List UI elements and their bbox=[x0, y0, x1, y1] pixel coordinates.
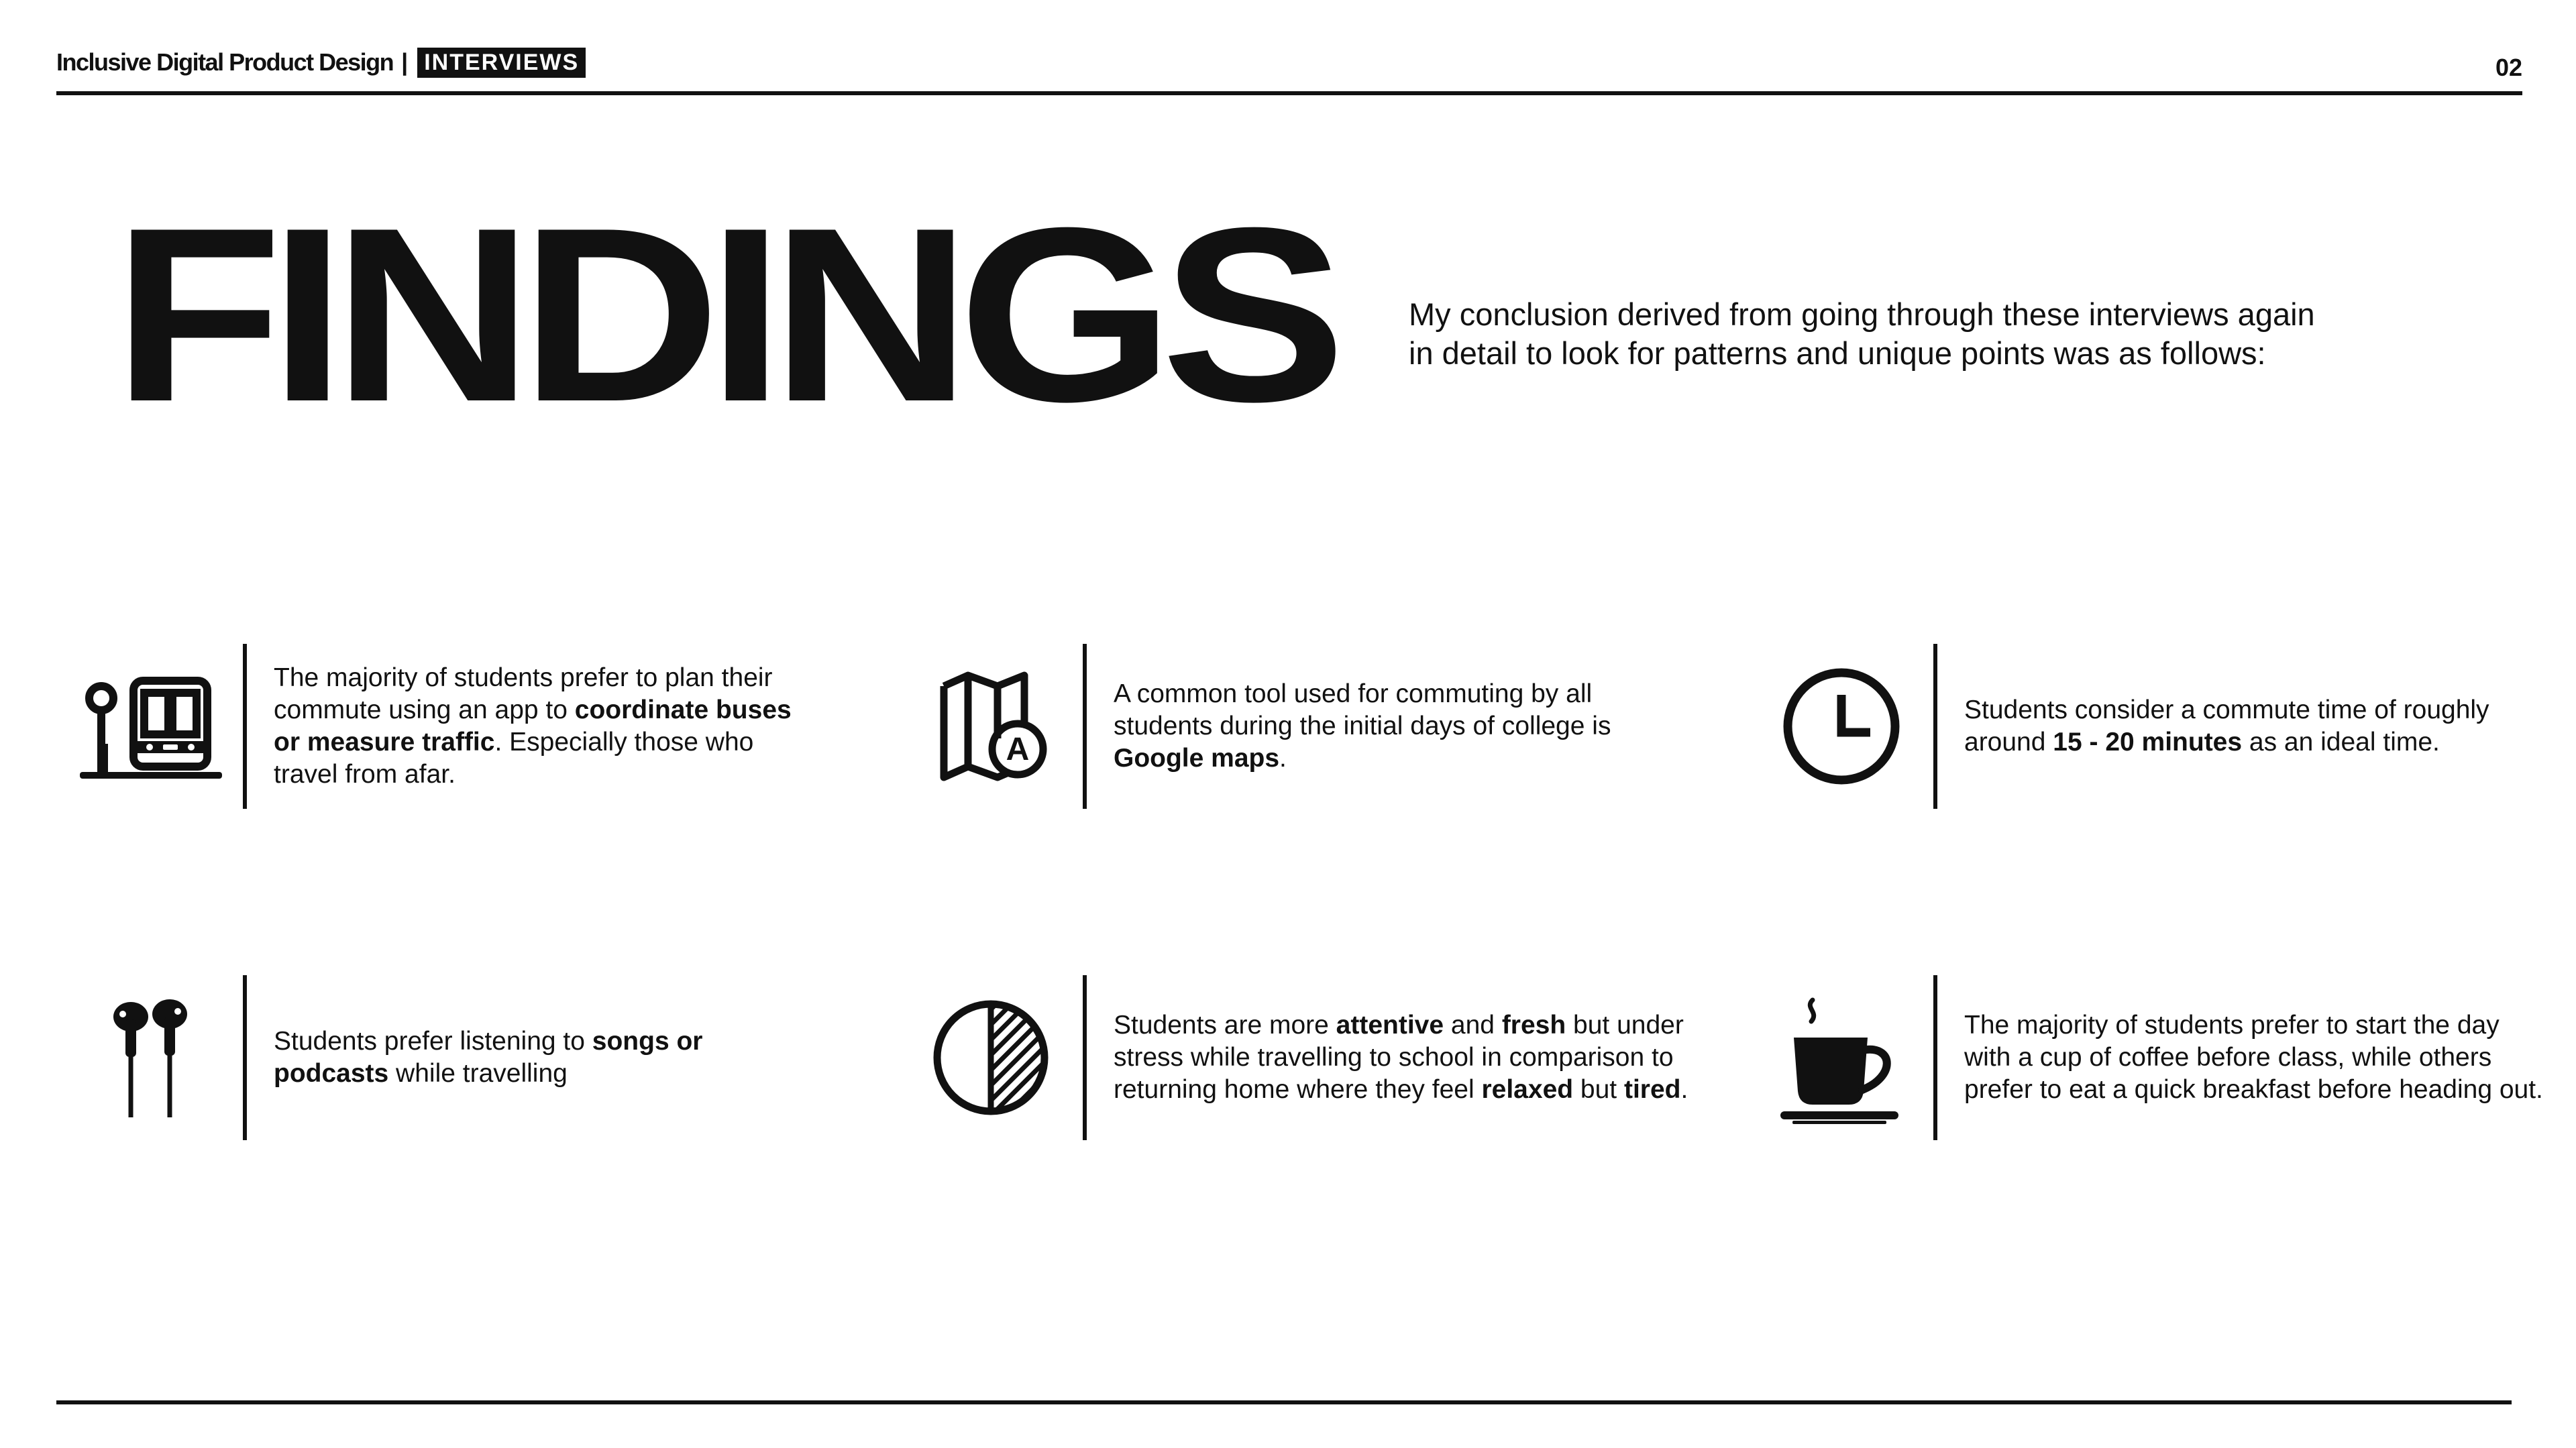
finding-emphasis: Google maps bbox=[1114, 744, 1280, 773]
finding-text-run: Students consider a commute time of roughly around bbox=[1964, 695, 2489, 757]
page-title: FINDINGS bbox=[113, 176, 1333, 453]
finding-text bbox=[274, 644, 810, 809]
vertical-divider bbox=[243, 644, 247, 809]
finding-text bbox=[1114, 644, 1650, 809]
finding-text-run: The majority of students prefer to plan their commute using an app to bbox=[274, 663, 773, 724]
page-number: 02 bbox=[2495, 54, 2522, 81]
finding-emphasis: coordinate buses or measure traffic bbox=[274, 695, 792, 757]
finding-text-run: . bbox=[1279, 744, 1287, 773]
finding-emphasis: 15 - 20 minutes bbox=[2053, 728, 2243, 757]
top-divider bbox=[56, 91, 2522, 95]
bus-stop-icon bbox=[74, 644, 228, 809]
bottom-divider bbox=[56, 1400, 2512, 1404]
finding-emphasis: fresh bbox=[1501, 1011, 1566, 1040]
finding-text-run: and bbox=[1444, 1011, 1502, 1040]
section-badge: INTERVIEWS bbox=[417, 48, 586, 78]
vertical-divider bbox=[1933, 644, 1937, 809]
slide-header bbox=[56, 46, 586, 79]
finding-text bbox=[1964, 644, 2548, 809]
header-separator: | bbox=[401, 48, 409, 76]
finding-text-run: as an ideal time. bbox=[2242, 728, 2440, 757]
finding-text-run: Students prefer listening to bbox=[274, 1027, 592, 1056]
vertical-divider bbox=[1083, 975, 1087, 1140]
coffee-cup-icon bbox=[1764, 975, 1919, 1140]
finding-text-run: but bbox=[1573, 1075, 1624, 1104]
svg-text:A: A bbox=[1006, 732, 1030, 767]
finding-text bbox=[1964, 975, 2548, 1140]
half-circle-icon bbox=[914, 975, 1068, 1140]
finding-emphasis: songs or podcasts bbox=[274, 1027, 703, 1088]
finding-text-run: while travelling bbox=[388, 1059, 568, 1088]
finding-emphasis: relaxed bbox=[1481, 1075, 1574, 1104]
finding-text-run: The majority of students prefer to start the day with a cup of coffee before class, while others prefer to eat a quick breakfast before heading out. bbox=[1964, 1011, 2543, 1104]
finding-emphasis: attentive bbox=[1336, 1011, 1444, 1040]
finding-text-run: but under stress while travelling to school in comparison to returning home where they feel bbox=[1114, 1011, 1684, 1104]
vertical-divider bbox=[1083, 644, 1087, 809]
finding-emphasis: tired bbox=[1623, 1075, 1681, 1104]
vertical-divider bbox=[243, 975, 247, 1140]
finding-text bbox=[274, 975, 810, 1140]
intro-paragraph: My conclusion derived from going through these interviews again in detail to look for patterns and unique points was as follows: bbox=[1409, 296, 2315, 371]
finding-text-run: A common tool used for commuting by all students during the initial days of college is bbox=[1114, 679, 1611, 740]
finding-text bbox=[1114, 975, 1744, 1140]
clock-icon bbox=[1764, 644, 1919, 809]
earphones-icon bbox=[74, 975, 228, 1140]
finding-text-run: . Especially those who travel from afar. bbox=[274, 728, 754, 789]
map-icon bbox=[914, 644, 1068, 809]
vertical-divider bbox=[1933, 975, 1937, 1140]
finding-text-run: . bbox=[1680, 1075, 1688, 1104]
finding-text-run: Students are more bbox=[1114, 1011, 1336, 1040]
course-title: Inclusive Digital Product Design bbox=[56, 48, 394, 76]
